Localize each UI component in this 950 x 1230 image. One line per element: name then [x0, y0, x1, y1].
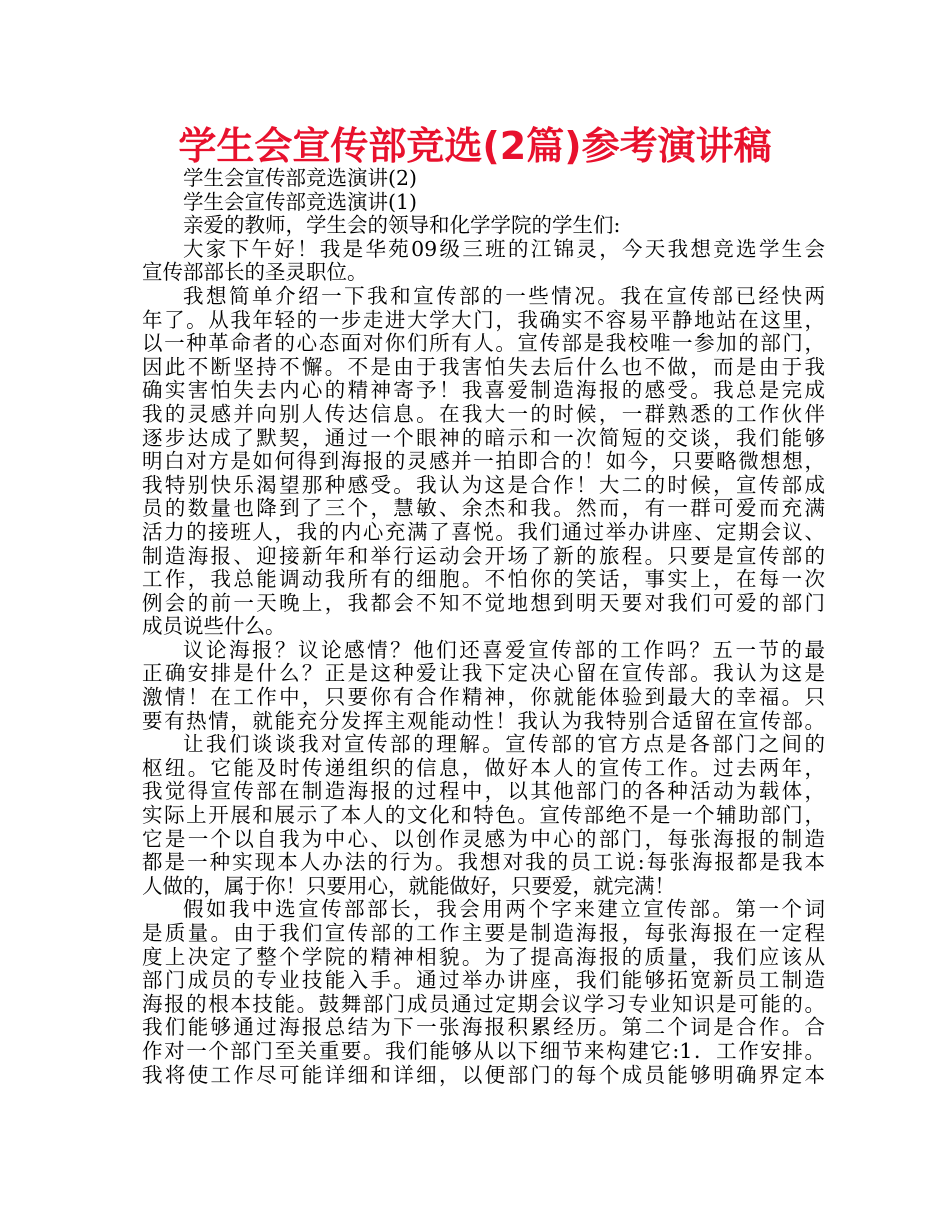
text-line: 以一种革命者的心态面对你们所有人。宣传部是我校唯一参加的部门，: [142, 332, 825, 356]
text-line: 它是一个以自我为中心、以创作灵感为中心的部门，每张海报的制造: [142, 827, 825, 851]
text-line: 让我们谈谈我对宣传部的理解。宣传部的官方点是各部门之间的: [183, 733, 825, 757]
text-line: 我觉得宣传部在制造海报的过程中，以其他部门的各种活动为载体，: [142, 780, 825, 804]
text-line: 假如我中选宣传部部长，我会用两个字来建立宣传部。第一个词: [183, 898, 825, 922]
text-line: 制造海报、迎接新年和举行运动会开场了新的旅程。只要是宣传部的: [142, 544, 825, 568]
text-line: 海报的根本技能。鼓舞部门成员通过定期会议学习专业知识是可能的。: [142, 992, 825, 1016]
text-line: 我的灵感并向别人传达信息。在我大一的时候，一群熟悉的工作伙伴: [142, 402, 825, 426]
text-line: 部门成员的专业技能入手。通过举办讲座，我们能够拓宽新员工制造: [142, 969, 825, 993]
text-line: 我想简单介绍一下我和宣传部的一些情况。我在宣传部已经快两: [183, 284, 825, 308]
text-line: 都是一种实现本人办法的行为。我想对我的员工说:每张海报都是我本: [142, 851, 825, 875]
document-title: 学生会宣传部竞选(2篇)参考演讲稿: [178, 124, 772, 168]
text-line: 度上决定了整个学院的精神相貌。为了提高海报的质量，我们应该从: [142, 945, 825, 969]
text-line: 大家下午好！我是华苑09级三班的江锦灵，今天我想竞选学生会: [183, 237, 825, 261]
text-line: 议论海报？议论感情？他们还喜爱宣传部的工作吗？五一节的最: [183, 638, 825, 662]
text-line: 例会的前一天晚上，我都会不知不觉地想到明天要对我们可爱的部门: [142, 591, 825, 615]
text-line: 年了。从我年轻的一步走进大学大门，我确实不容易平静地站在这里，: [142, 308, 825, 332]
text-line: 因此不断坚持不懈。不是由于我害怕失去后什么也不做，而是由于我: [142, 355, 825, 379]
text-line: 枢纽。它能及时传递组织的信息，做好本人的宣传工作。过去两年，: [142, 756, 825, 780]
text-line: 确实害怕失去内心的精神寄予！我喜爱制造海报的感受。我总是完成: [142, 379, 825, 403]
text-line: 我将使工作尽可能详细和详细，以便部门的每个成员能够明确界定本: [142, 1063, 825, 1087]
text-line: 是质量。由于我们宣传部的工作主要是制造海报，每张海报在一定程: [142, 922, 825, 945]
text-line: 激情！在工作中，只要你有合作精神，你就能体验到最大的幸福。只: [142, 686, 825, 710]
text-line: 逐步达成了默契，通过一个眼神的暗示和一次简短的交谈，我们能够: [142, 426, 825, 450]
text-line: 实际上开展和展示了本人的文化和特色。宣传部绝不是一个辅助部门，: [142, 804, 825, 828]
text-line: 正确安排是什么？正是这种爱让我下定决心留在宣传部。我认为这是: [142, 662, 825, 686]
text-line: 人做的，属于你！只要用心，就能做好，只要爱，就完满！: [142, 874, 675, 898]
text-line: 工作，我总能调动我所有的细胞。不怕你的笑话，事实上，在每一次: [142, 568, 825, 592]
document-body: [142, 167, 825, 1087]
text-line: 宣传部部长的圣灵职位。: [142, 261, 368, 285]
text-line: 作对一个部门至关重要。我们能够从以下细节来构建它:1．工作安排。: [142, 1039, 825, 1063]
text-line: 员的数量也降到了三个，慧敏、余杰和我。然而，有一群可爱而充满: [142, 497, 825, 521]
text-line: 亲爱的教师，学生会的领导和化学学院的学生们:: [183, 214, 621, 238]
text-line: 成员说些什么。: [142, 615, 286, 639]
text-line: 明白对方是如何得到海报的灵感并一拍即合的！如今，只要略微想想，: [142, 450, 825, 474]
text-line: 我们能够通过海报总结为下一张海报积累经历。第二个词是合作。合: [142, 1016, 825, 1040]
text-line: 我特别快乐渴望那种感受。我认为这是合作！大二的时候，宣传部成: [142, 473, 825, 497]
text-line: 要有热情，就能充分发挥主观能动性！我认为我特别合适留在宣传部。: [142, 709, 825, 733]
text-line: 学生会宣传部竞选演讲(1): [183, 190, 418, 214]
text-line: 活力的接班人，我的内心充满了喜悦。我们通过举办讲座、定期会议、: [142, 520, 825, 544]
text-line: 学生会宣传部竞选演讲(2): [183, 167, 418, 190]
